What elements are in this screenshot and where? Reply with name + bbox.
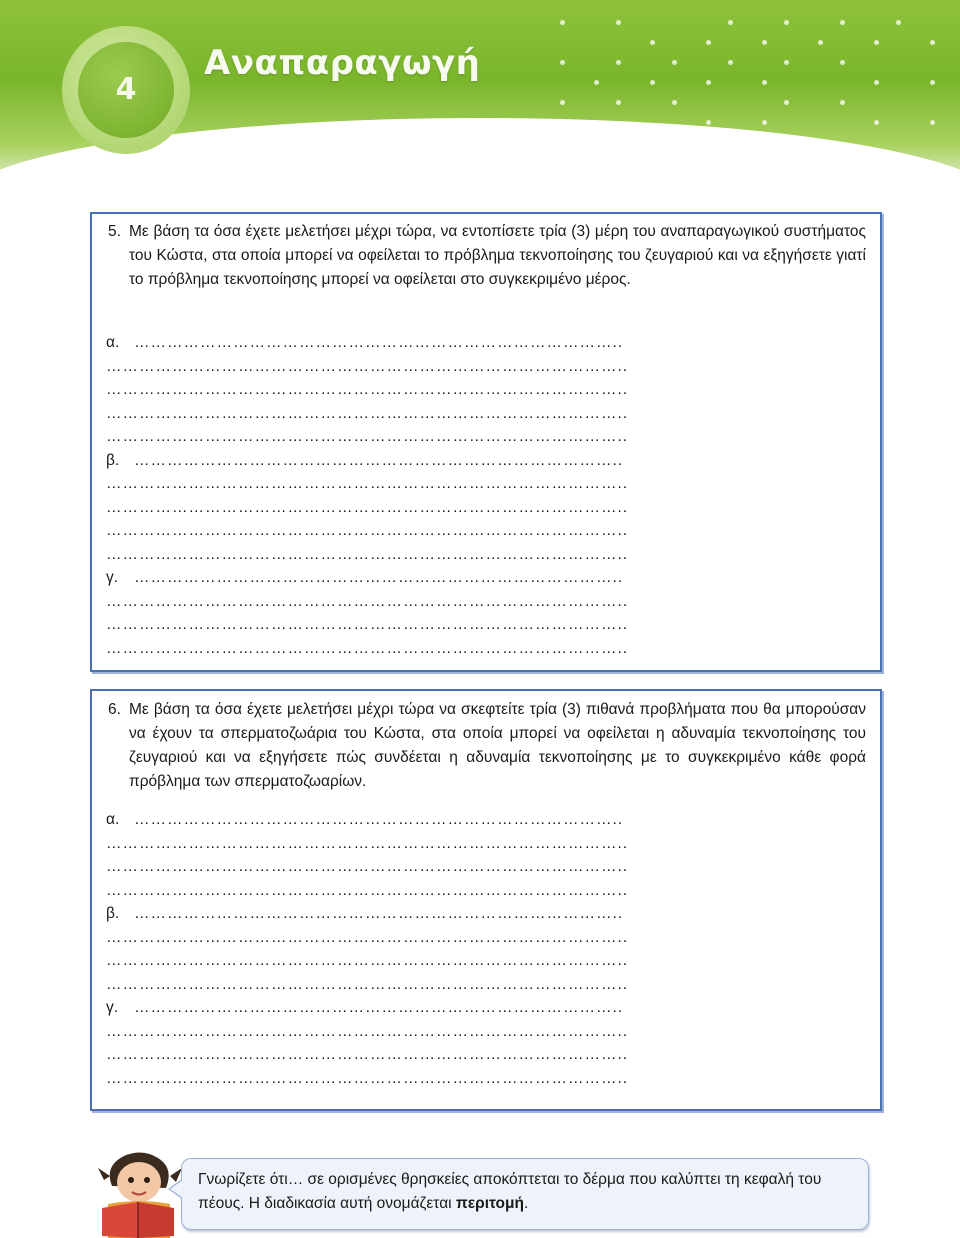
dotted-fill: …………………………………………………………………………….. [134, 999, 624, 1016]
dotted-fill: ………………………………………………………………………………….. [106, 404, 629, 422]
chapter-badge [62, 26, 190, 154]
dotted-fill: ………………………………………………………………………………….. [106, 381, 629, 398]
dotted-fill: ………………………………………………………………………………….. [106, 498, 629, 516]
answer-line[interactable] [106, 1067, 866, 1091]
answer-line[interactable] [106, 996, 866, 1020]
dotted-fill: ………………………………………………………………………………….. [106, 639, 629, 657]
answer-line[interactable] [106, 378, 866, 402]
dotted-fill: ………………………………………………………………………………….. [106, 1069, 629, 1087]
dotted-fill: …………………………………………………………………………….. [134, 569, 624, 586]
chapter-number: 4 [115, 72, 137, 107]
dotted-fill: ………………………………………………………………………………….. [106, 357, 629, 375]
dotted-fill: …………………………………………………………………………….. [134, 905, 624, 922]
dotted-fill: …………………………………………………………………………….. [134, 451, 624, 469]
answer-label: γ. [106, 999, 119, 1016]
answer-line[interactable] [106, 973, 866, 997]
question-number: 6. [108, 701, 121, 718]
dotted-fill: ………………………………………………………………………………….. [106, 952, 629, 969]
dotted-fill: ………………………………………………………………………………….. [106, 834, 629, 852]
answer-line[interactable] [106, 472, 866, 496]
dotted-fill: ………………………………………………………………………………….. [106, 1022, 629, 1040]
answer-line[interactable] [106, 613, 866, 637]
dotted-fill: ………………………………………………………………………………….. [106, 858, 629, 875]
answer-line[interactable] [106, 949, 866, 973]
question-5-box [90, 212, 882, 672]
answer-line[interactable] [106, 879, 866, 903]
dotted-fill: ………………………………………………………………………………….. [106, 1046, 629, 1063]
answer-label: γ. [106, 569, 119, 586]
chapter-banner [0, 0, 960, 180]
did-you-know-text: Γνωρίζετε ότι… σε ορισμένες θρησκείες αποκόπτεται το δέρμα που καλύπτει τη κεφαλή του πέους. Η διαδικασία αυτή ονομάζεται περιτομή. [198, 1171, 822, 1212]
answer-line[interactable] [106, 1020, 866, 1044]
answer-line[interactable] [106, 1043, 866, 1067]
answer-line[interactable] [106, 855, 866, 879]
answer-line[interactable] [106, 637, 866, 661]
answer-line[interactable] [106, 402, 866, 426]
answer-line[interactable] [106, 355, 866, 379]
question-6-box [90, 689, 882, 1111]
answer-line[interactable] [106, 590, 866, 614]
answer-label: α. [106, 334, 120, 351]
chapter-title: Αναπαραγωγή [204, 43, 481, 83]
dotted-fill: ………………………………………………………………………………….. [106, 928, 629, 946]
question-5-text: 5. Με βάση τα όσα έχετε μελετήσει μέχρι τώρα, να εντοπίσετε τρία (3) μέρη του αναπαραγωγικού συστήματος του Κώστα, στα οποία μπορεί να οφείλεται το πρόβλημα τεκνοποίησης του ζευγαριού και να εξηγήσετε γιατί το πρόβλημα τεκνοποίησης μπορεί να οφείλεται στο συγκεκριμένο μέρος. [108, 220, 866, 292]
did-you-know-box [181, 1158, 869, 1230]
answer-label: α. [106, 811, 120, 828]
answer-line[interactable] [106, 496, 866, 520]
answer-line[interactable] [106, 902, 866, 926]
answer-line[interactable] [106, 331, 866, 355]
dotted-fill: ………………………………………………………………………………….. [106, 522, 629, 539]
answer-label: β. [106, 905, 120, 922]
dotted-fill: ………………………………………………………………………………….. [106, 616, 629, 633]
answer-line[interactable] [106, 519, 866, 543]
answer-line[interactable] [106, 543, 866, 567]
answer-line[interactable] [106, 449, 866, 473]
highlighted-term: περιτομή [455, 1195, 524, 1212]
dotted-fill: ………………………………………………………………………………….. [106, 881, 629, 899]
answer-line[interactable] [106, 926, 866, 950]
dotted-fill: ………………………………………………………………………………….. [106, 592, 629, 610]
dotted-fill: ………………………………………………………………………………….. [106, 428, 629, 445]
dotted-fill: …………………………………………………………………………….. [134, 334, 624, 351]
question-6-text: 6. Με βάση τα όσα έχετε μελετήσει μέχρι τώρα να σκεφτείτε τρία (3) πιθανά προβλήματα που θα μπορούσαν να έχουν τα σπερματοζωάρια του Κώστα, στα οποία μπορεί να οφείλεται η αδυναμία τεκνοποίησης του ζευγαριού και να εξηγήσετε πώς συνδέεται η αδυναμία τεκνοποίησης με το συγκεκριμένο κάθε φορά πρόβλημα των σπερματοζωαρίων. [108, 698, 866, 794]
dotted-fill: ………………………………………………………………………………….. [106, 475, 629, 492]
dotted-fill: …………………………………………………………………………….. [134, 811, 624, 828]
dotted-fill: ………………………………………………………………………………….. [106, 545, 629, 563]
answer-line[interactable] [106, 808, 866, 832]
answer-line[interactable] [106, 832, 866, 856]
question-number: 5. [108, 223, 121, 240]
dotted-fill: ………………………………………………………………………………….. [106, 975, 629, 993]
answer-label: β. [106, 451, 120, 469]
answer-line[interactable] [106, 425, 866, 449]
answer-line[interactable] [106, 566, 866, 590]
